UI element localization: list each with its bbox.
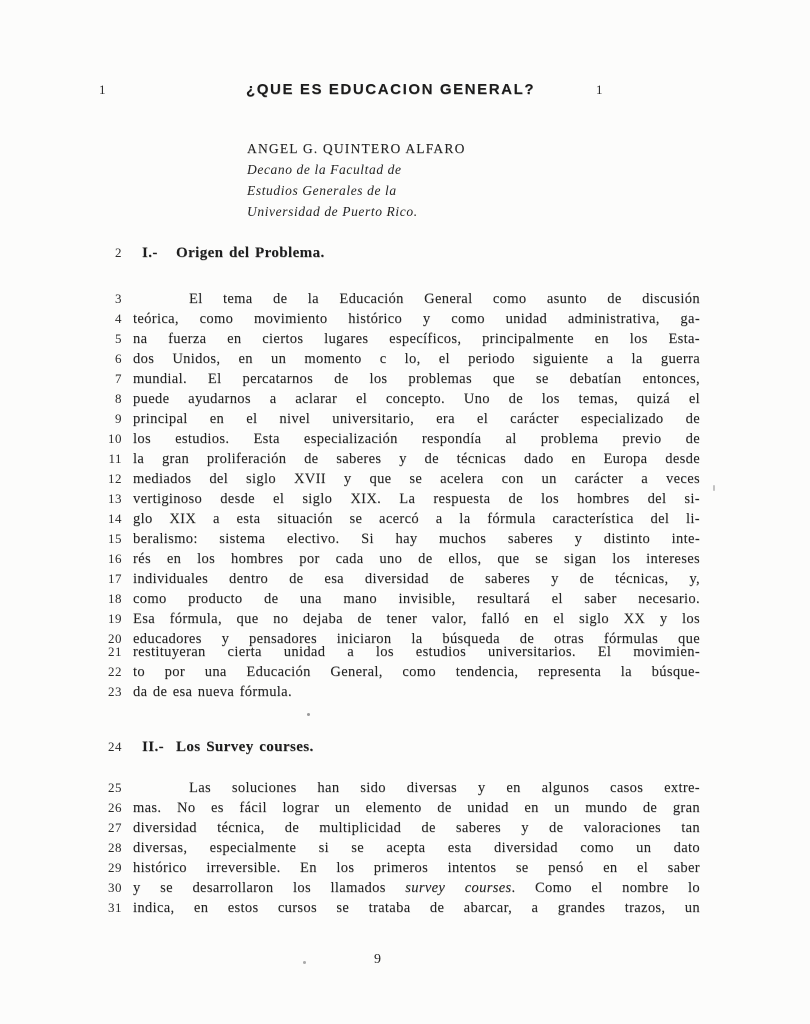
line-text: beralismo: sistema electivo. Si hay muchos saberes y distinto inte- bbox=[133, 531, 700, 547]
line-number: 25 bbox=[108, 780, 122, 795]
line-text: rés en los hombres por cada uno de ellos, que se sigan los intereses bbox=[133, 551, 700, 567]
line-number: 15 bbox=[108, 531, 122, 546]
line-text: vertiginoso desde el siglo XIX. La respuesta de los hombres del si- bbox=[133, 491, 700, 507]
line-number: 24 bbox=[108, 739, 122, 754]
line-text: Esa fórmula, que no dejaba de tener valor, falló en el siglo XX y los bbox=[133, 611, 700, 627]
line-text: mediados del siglo XVII y que se acelera con un carácter a veces bbox=[133, 471, 700, 487]
text-line bbox=[0, 898, 700, 918]
text-segment: y se desarrollaron los llamados bbox=[133, 880, 406, 896]
line-number: 14 bbox=[108, 511, 122, 526]
line-number: 20 bbox=[108, 631, 122, 646]
line-text: glo XIX a esta situación se acercó a la fórmula característica del li- bbox=[133, 511, 700, 527]
line-text: mas. No es fácil lograr un elemento de unidad en un mundo de gran bbox=[133, 800, 700, 816]
line-number: 27 bbox=[108, 820, 122, 835]
text-line bbox=[0, 429, 700, 449]
line-text: to por una Educación General, como tendencia, representa la búsque- bbox=[133, 664, 700, 680]
line-number: 6 bbox=[115, 351, 122, 366]
text-line bbox=[0, 469, 700, 489]
text-line bbox=[0, 349, 700, 369]
line-number: 28 bbox=[108, 840, 122, 855]
text-line bbox=[0, 818, 700, 838]
text-segment: . Como el nombre lo bbox=[511, 880, 701, 896]
line-text: principal en el nivel universitario, era el carácter especializado de bbox=[133, 411, 700, 427]
line-text: mundial. El percatarnos de los problemas que se debatían entonces, bbox=[133, 371, 700, 387]
line-number: 17 bbox=[108, 571, 122, 586]
line-number: 3 bbox=[115, 291, 122, 306]
line-number: 13 bbox=[108, 491, 122, 506]
text-line bbox=[0, 509, 700, 529]
scan-speck bbox=[307, 713, 310, 716]
line-text: la gran proliferación de saberes y de técnicas dado en Europa desde bbox=[133, 451, 700, 467]
line-text: diversas, especialmente si se acepta esta diversidad como un dato bbox=[133, 840, 700, 856]
text-line bbox=[0, 642, 700, 662]
scan-speck bbox=[303, 961, 306, 964]
line-number: 19 bbox=[108, 611, 122, 626]
line-number: 30 bbox=[108, 880, 122, 895]
line-text: los estudios. Esta especialización respondía al problema previo de bbox=[133, 431, 700, 447]
line-number: 18 bbox=[108, 591, 122, 606]
line-number: 8 bbox=[115, 391, 122, 406]
line-number: 23 bbox=[108, 684, 122, 699]
page-number: 9 bbox=[374, 952, 381, 967]
text-line bbox=[0, 609, 700, 629]
line-number: 9 bbox=[115, 411, 122, 426]
line-number: 2 bbox=[115, 245, 122, 260]
author-block bbox=[247, 138, 466, 222]
line-number: 21 bbox=[108, 644, 122, 659]
line-number: 7 bbox=[115, 371, 122, 386]
text-line bbox=[0, 662, 700, 682]
line-text: individuales dentro de esa diversidad de saberes y de técnicas, y, bbox=[133, 571, 700, 587]
line-number: 11 bbox=[108, 451, 122, 466]
line-number: 10 bbox=[108, 431, 122, 446]
text-line bbox=[0, 569, 700, 589]
section-title: Origen del Problema. bbox=[176, 245, 325, 261]
author-role-line: Universidad de Puerto Rico. bbox=[247, 204, 418, 219]
text-line bbox=[0, 409, 700, 429]
line-number: 31 bbox=[108, 900, 122, 915]
italic-phrase: survey courses bbox=[405, 880, 512, 896]
section-label: I.- bbox=[142, 245, 158, 261]
line-number: 26 bbox=[108, 800, 122, 815]
text-line bbox=[0, 489, 700, 509]
paragraph-survey-courses bbox=[0, 778, 700, 918]
header-right-page-marker: 1 bbox=[596, 82, 603, 97]
line-text: puede ayudarnos a aclarar el concepto. Uno de los temas, quizá el bbox=[133, 391, 700, 407]
text-line bbox=[0, 682, 700, 702]
line-text: restituyeran cierta unidad a los estudios universitarios. El movimien- bbox=[133, 644, 700, 660]
line-text: diversidad técnica, de multiplicidad de saberes y de valoraciones tan bbox=[133, 820, 700, 836]
text-line bbox=[0, 389, 700, 409]
line-text: El tema de la Educación General como asunto de discusión bbox=[189, 291, 700, 307]
section-title: Los Survey courses. bbox=[176, 739, 314, 755]
author-name: ANGEL G. QUINTERO ALFARO bbox=[247, 141, 466, 156]
line-text: Las soluciones han sido diversas y en algunos casos extre- bbox=[189, 780, 700, 796]
line-number: 4 bbox=[115, 311, 122, 326]
line-text: dos Unidos, en un momento c lo, el periodo siguiente a la guerra bbox=[133, 351, 700, 367]
text-line bbox=[0, 549, 700, 569]
line-text: da de esa nueva fórmula. bbox=[133, 684, 292, 700]
line-number: 22 bbox=[108, 664, 122, 679]
line-text: educadores y pensadores iniciaron la búsqueda de otras fórmulas que bbox=[133, 631, 700, 647]
text-line bbox=[0, 798, 700, 818]
line-text: indica, en estos cursos se trataba de abarcar, a grandes trazos, un bbox=[133, 900, 700, 916]
line-number: 16 bbox=[108, 551, 122, 566]
line-text: como producto de una mano invisible, resultará el saber necesario. bbox=[133, 591, 700, 607]
text-line bbox=[0, 449, 700, 469]
paragraph-origen-del-problema bbox=[0, 289, 700, 702]
page-title: ¿QUE ES EDUCACION GENERAL? bbox=[246, 81, 536, 98]
author-role-line: Estudios Generales de la bbox=[247, 183, 397, 198]
text-line bbox=[0, 878, 700, 898]
line-text: na fuerza en ciertos lugares específicos, principalmente en los Esta- bbox=[133, 331, 700, 347]
text-line bbox=[0, 838, 700, 858]
line-number: 29 bbox=[108, 860, 122, 875]
line-number: 12 bbox=[108, 471, 122, 486]
section-heading-survey-courses bbox=[0, 737, 700, 757]
text-line bbox=[0, 778, 700, 798]
line-text: histórico irreversible. En los primeros intentos se pensó en el saber bbox=[133, 860, 700, 876]
section-label: II.- bbox=[142, 739, 165, 755]
text-line bbox=[0, 369, 700, 389]
text-line bbox=[0, 289, 700, 309]
line-text bbox=[133, 878, 700, 898]
scan-speck bbox=[713, 485, 715, 491]
header-left-page-marker: 1 bbox=[99, 82, 106, 97]
text-line bbox=[0, 309, 700, 329]
text-line bbox=[0, 529, 700, 549]
line-number: 5 bbox=[115, 331, 122, 346]
text-line bbox=[0, 858, 700, 878]
text-line bbox=[0, 589, 700, 609]
line-text: teórica, como movimiento histórico y como unidad administrativa, ga- bbox=[133, 311, 700, 327]
author-role-line: Decano de la Facultad de bbox=[247, 162, 402, 177]
text-line bbox=[0, 329, 700, 349]
section-heading-origen bbox=[0, 243, 700, 263]
